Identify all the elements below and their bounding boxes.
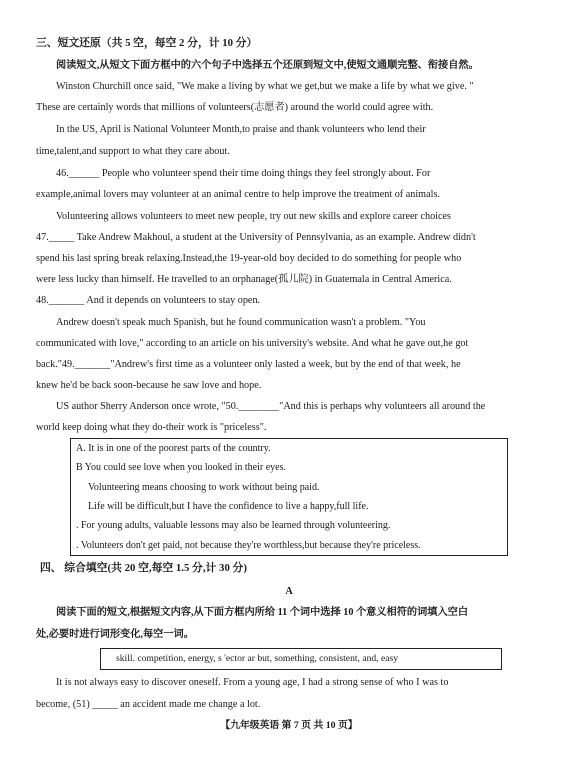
passage-line: example,animal lovers may volunteer at an animal centre to help improve the treatment of animals. <box>36 189 440 200</box>
section4-instruction: 阅读下面的短文,根据短文内容,从下面方框内所给 11 个词中选择 10 个意义相符的词填入空白 <box>56 607 469 618</box>
blank-48-line: 48._______ And it depends on volunteers to stay open. <box>36 295 261 306</box>
blank-51-line: become, (51) _____ an accident made me change a lot. <box>36 699 261 710</box>
option-c: Volunteering means choosing to work without being paid. <box>88 482 320 493</box>
option-a: A. It is in one of the poorest parts of the country. <box>76 443 271 454</box>
blank-50-line: US author Sherry Anderson once wrote, "50.________"And this is perhaps why volunteers all around the <box>56 401 486 412</box>
option-d: Life will be difficult,but I have the confidence to live a happy,full life. <box>88 501 369 512</box>
passage-line: knew he'd be back soon-because he saw love and hope. <box>36 380 262 391</box>
passage-line: These are certainly words that millions of volunteers(志愿者) around the world could agree with. <box>36 102 434 113</box>
section3-heading: 三、短文还原（共 5 空，每空 2 分，计 10 分） <box>36 37 258 49</box>
option-e: . For young adults, valuable lessons may also be learned through volunteering. <box>76 520 391 531</box>
blank-49-line: back."49._______"Andrew's first time as a volunteer only lasted a week, but by the end of that week, he <box>36 359 461 370</box>
passage-line: In the US, April is National Volunteer Month,to praise and thank volunteers who lend their <box>56 124 426 135</box>
passage-line: spend his last spring break relaxing.Instead,the 19-year-old boy decided to do something for people who <box>36 253 462 264</box>
word-box-text: skill. competition, energy, s 'ector ar but, something, consistent, and, easy <box>116 653 399 664</box>
section4-instruction-cont: 处,必要时进行词形变化,每空一词。 <box>36 629 194 640</box>
passage-line: Volunteering allows volunteers to meet new people, try out new skills and explore career choices <box>56 211 452 222</box>
passage-line: Andrew doesn't speak much Spanish, but he found communication wasn't a problem. "You <box>56 317 426 328</box>
section4-heading: 四、 综合填空(共 20 空,每空 1.5 分,计 30 分) <box>40 562 247 574</box>
passage-line: time,talent,and support to what they care about. <box>36 146 230 157</box>
blank-46-line: 46.______ People who volunteer spend their time doing things they feel strongly about. For <box>56 168 431 179</box>
section3-instruction: 阅读短文,从短文下面方框中的六个句子中选择五个还原到短文中,使短文通顺完整、衔接自然。 <box>56 60 479 71</box>
section4-passage-line: It is not always easy to discover oneself. From a young age, I had a strong sense of who I was to <box>56 677 449 688</box>
blank-47-line: 47._____ Take Andrew Makhoul, a student at the University of Pennsylvania, as an example. Andrew didn't <box>36 232 476 243</box>
passage-line: were less lucky than himself. He travelled to an orphanage(孤儿院) in Guatemala in Central America. <box>36 274 452 285</box>
option-b: B You could see love when you looked in their eyes. <box>76 462 286 473</box>
option-f: . Volunteers don't get paid, not because they're worthless,but because they're priceless. <box>76 540 421 551</box>
passage-line: communicated with love," according to an article on his university's website. And what he gave out,he got <box>36 338 469 349</box>
passage-line: Winston Churchill once said, "We make a living by what we get,but we make a life by what we give. " <box>56 81 474 92</box>
part-a-label: A <box>285 586 293 597</box>
page-footer: 【九年级英语 第 7 页 共 10 页】 <box>220 720 358 731</box>
passage-line: world keep doing what they do-their work is "priceless". <box>36 422 267 433</box>
